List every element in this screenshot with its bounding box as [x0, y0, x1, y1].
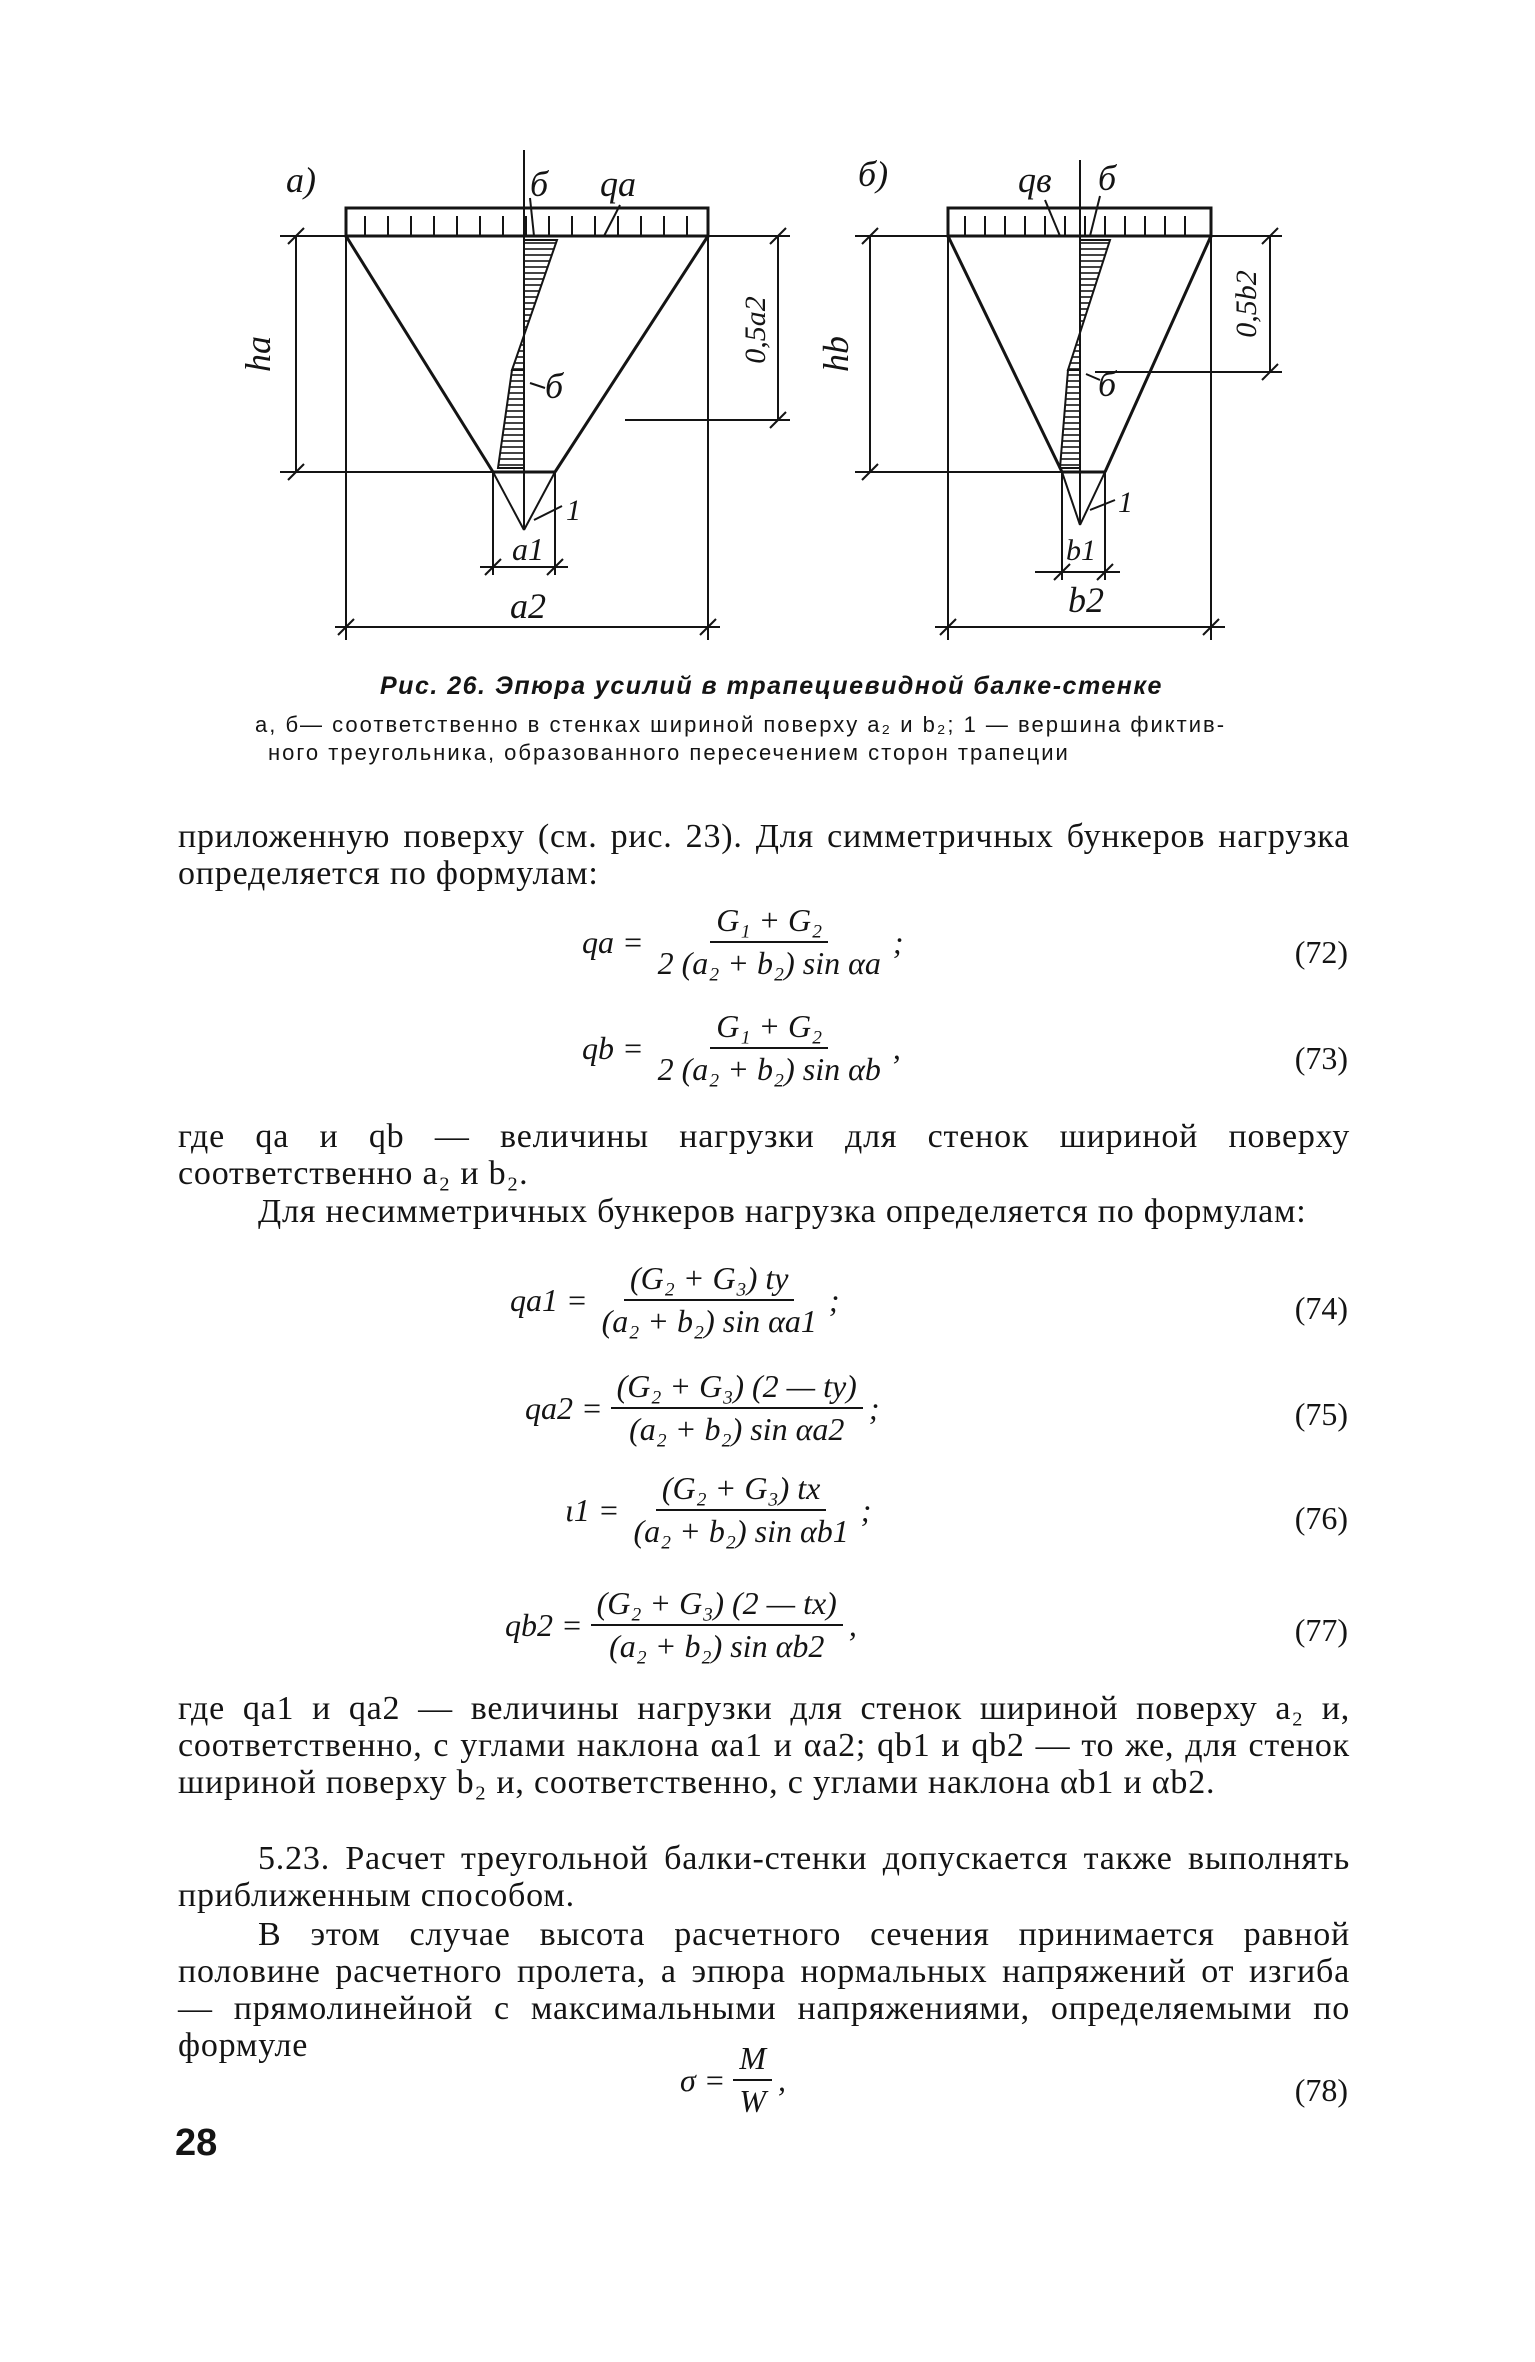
left-sigma-top-label: б [530, 164, 549, 204]
paragraph-6: В этом случае высота расчетного сечения принимается равной половине расчетного пролета, а эпюра нормальных напряжений от изгиба — прямолинейной с максимальными напряжениями, определяемыми по формуле [178, 1916, 1350, 2064]
left-height-label: ha [238, 336, 278, 372]
figure-caption-title: Рис. 26. Эпюра усилий в трапециевидной балке-стенке [380, 672, 1163, 700]
equation-number-75: (75) [1294, 1396, 1348, 1432]
equation-number-76: (76) [1294, 1500, 1348, 1536]
right-sigma-top-label: б [1098, 158, 1117, 198]
equation-72 [582, 902, 904, 982]
paragraph-4: где qa1 и qa2 — величины нагрузки для стенок шириной поверху a₂ и, соответственно, с углами наклона αa1 и αa2; qb1 и qb2 — то же, для стенок шириной поверху b₂ и, соответственно, с углами наклона αb1 и αb2. [178, 1690, 1350, 1801]
equation-denominator: W [739, 2083, 767, 2119]
equation-lhs: ι1 = [565, 1491, 620, 1528]
equation-lhs: qa1 = [510, 1281, 588, 1318]
right-height-label: hb [816, 336, 856, 372]
paragraph-1: приложенную поверху (см. рис. 23). Для симметричных бункеров нагрузка определяется по формулам: [178, 818, 1350, 892]
equation-numerator: G₁ + G₂ [710, 902, 828, 943]
left-load-label: qa [600, 164, 636, 204]
equation-lhs: qb = [582, 1029, 644, 1066]
equation-denominator: (a₂ + b₂) sin αa2 [629, 1411, 845, 1447]
paragraph-5: 5.23. Расчет треугольной балки-стенки допускается также выполнять приближенным способом. [178, 1840, 1350, 1914]
left-bottom-width-label: a1 [512, 531, 544, 567]
paragraph-3: Для несимметричных бункеров нагрузка определяется по формулам: [258, 1193, 1307, 1230]
left-top-width-label: a2 [510, 586, 546, 626]
equation-numerator: M [733, 2040, 772, 2081]
equation-number-77: (77) [1294, 1612, 1348, 1648]
equation-punct: , [848, 1606, 857, 1643]
equation-denominator: 2 (a₂ + b₂) sin αa [657, 945, 881, 981]
paragraph-2: где qa и qb — величины нагрузки для стенок шириной поверху соответственно a₂ и b₂. [178, 1118, 1350, 1192]
equation-74 [510, 1260, 840, 1340]
equation-75 [525, 1368, 879, 1448]
right-sigma-mid-label: б [1098, 364, 1117, 404]
equation-denominator: 2 (a₂ + b₂) sin αb [657, 1051, 881, 1087]
equation-punct: , [892, 1029, 901, 1066]
equation-punct: ; [828, 1281, 840, 1318]
equation-punct: ; [892, 923, 904, 960]
equation-numerator: (G₂ + G₃) (2 — tx) [591, 1585, 843, 1626]
equation-numerator: (G₂ + G₃) (2 — ty) [611, 1368, 863, 1409]
left-sigma-mid-label: б [545, 366, 564, 406]
right-panel-label: б) [858, 154, 889, 194]
equation-numerator: (G₂ + G₃) ty [624, 1260, 794, 1301]
equation-73 [582, 1008, 901, 1088]
trapezoid-wall-beam-figure [0, 0, 1535, 650]
left-panel-label: а) [286, 160, 316, 200]
equation-77 [505, 1585, 857, 1665]
equation-punct: ; [868, 1389, 880, 1426]
equation-lhs: qa = [582, 923, 644, 960]
left-half-width-label: 0,5a2 [739, 296, 772, 364]
right-top-width-label: b2 [1068, 580, 1104, 620]
equation-punct: , [778, 2061, 787, 2098]
equation-number-72: (72) [1294, 934, 1348, 970]
equation-numerator: G₁ + G₂ [710, 1008, 828, 1049]
equation-lhs: σ = [680, 2061, 726, 2098]
equation-denominator: (a₂ + b₂) sin αa1 [601, 1303, 817, 1339]
equation-denominator: (a₂ + b₂) sin αb1 [633, 1513, 849, 1549]
equation-lhs: qa2 = [525, 1389, 603, 1426]
right-load-label: qв [1018, 160, 1052, 200]
page-number: 28 [175, 2122, 218, 2164]
equation-76 [565, 1470, 871, 1550]
equation-punct: ; [860, 1491, 872, 1528]
right-half-width-label: 0,5b2 [1230, 270, 1263, 338]
equation-78 [680, 2040, 786, 2120]
figure-caption-line-2: ного треугольника, образованного пересечением сторон трапеции [268, 740, 1070, 765]
equation-lhs: qb2 = [505, 1606, 583, 1643]
left-apex-label: 1 [566, 494, 581, 527]
right-diagram [855, 160, 1282, 640]
equation-numerator: (G₂ + G₃) tx [656, 1470, 826, 1511]
equation-number-73: (73) [1294, 1040, 1348, 1076]
right-apex-label: 1 [1118, 486, 1133, 519]
equation-number-78: (78) [1294, 2072, 1348, 2108]
equation-number-74: (74) [1294, 1290, 1348, 1326]
right-bottom-width-label: b1 [1066, 534, 1096, 567]
figure-caption-line-1: а, б— соответственно в стенках шириной поверху a₂ и b₂; 1 — вершина фиктив- [255, 712, 1227, 737]
equation-denominator: (a₂ + b₂) sin αb2 [609, 1628, 825, 1664]
